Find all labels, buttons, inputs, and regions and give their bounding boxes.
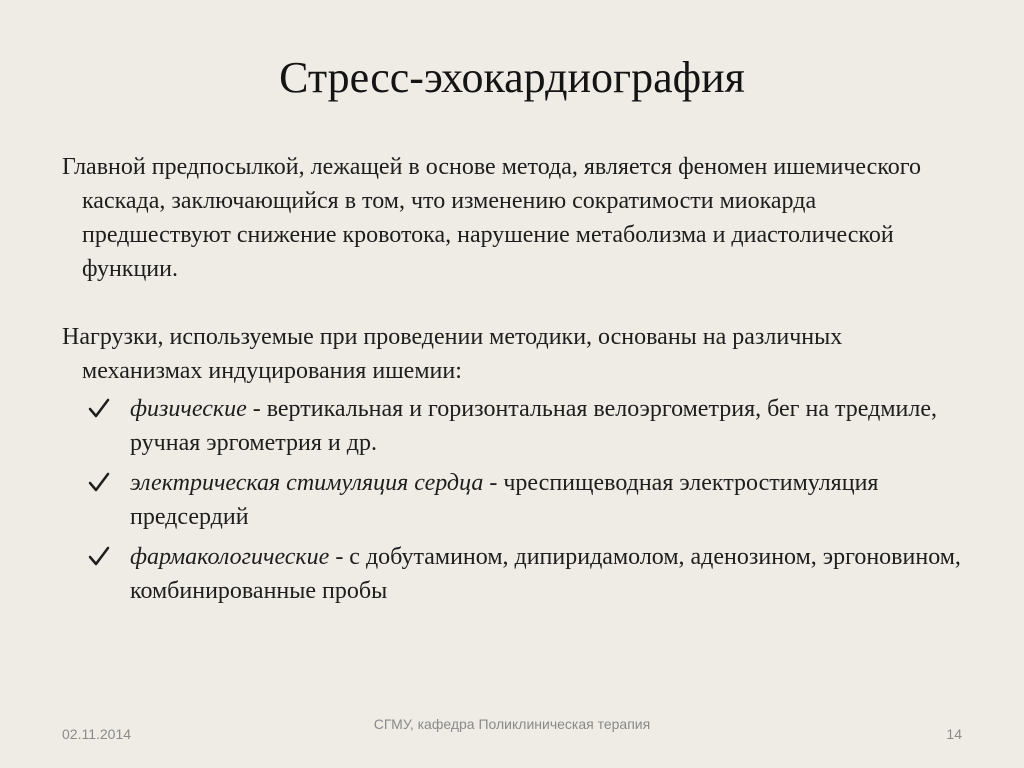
slide-number: 14 xyxy=(946,726,962,742)
check-icon xyxy=(88,540,112,574)
paragraph-ischemic-cascade: Главной предпосылкой, лежащей в основе метода, является феномен ишемического каскада, заключающийся в том, что изменению сократимости миокарда предшествуют снижение кровотока, нарушение метаболизма и диастолической функции. xyxy=(62,154,922,282)
bullet-text: - с добутамином, дипиридамолом, аденозином, эргоновином, комбинированные пробы xyxy=(130,544,961,604)
bullet-term: электрическая стимуляция сердца xyxy=(130,470,484,496)
bullet-term: физические xyxy=(130,396,247,422)
list-item xyxy=(62,540,962,608)
list-item xyxy=(62,392,962,460)
check-icon xyxy=(88,392,112,426)
footer-organization: СГМУ, кафедра Поликлиническая терапия xyxy=(373,716,651,732)
slide-title: Стресс-эхокардиография xyxy=(279,53,745,102)
check-icon xyxy=(88,466,112,500)
bullet-text: - чреспищеводная электростимуляция предсердий xyxy=(130,470,879,530)
slide-body xyxy=(62,150,962,614)
load-types-list xyxy=(62,392,962,608)
bullet-text: - вертикальная и горизонтальная велоэргометрия, бег на тредмиле, ручная эргометрия и др. xyxy=(130,396,937,456)
bullet-term: фармакологические xyxy=(130,544,330,570)
footer-date: 02.11.2014 xyxy=(62,726,132,742)
paragraph-load-types: Нагрузки, используемые при проведении методики, основаны на различных механизмах индуцирования ишемии: xyxy=(62,324,843,384)
list-item xyxy=(62,466,962,534)
